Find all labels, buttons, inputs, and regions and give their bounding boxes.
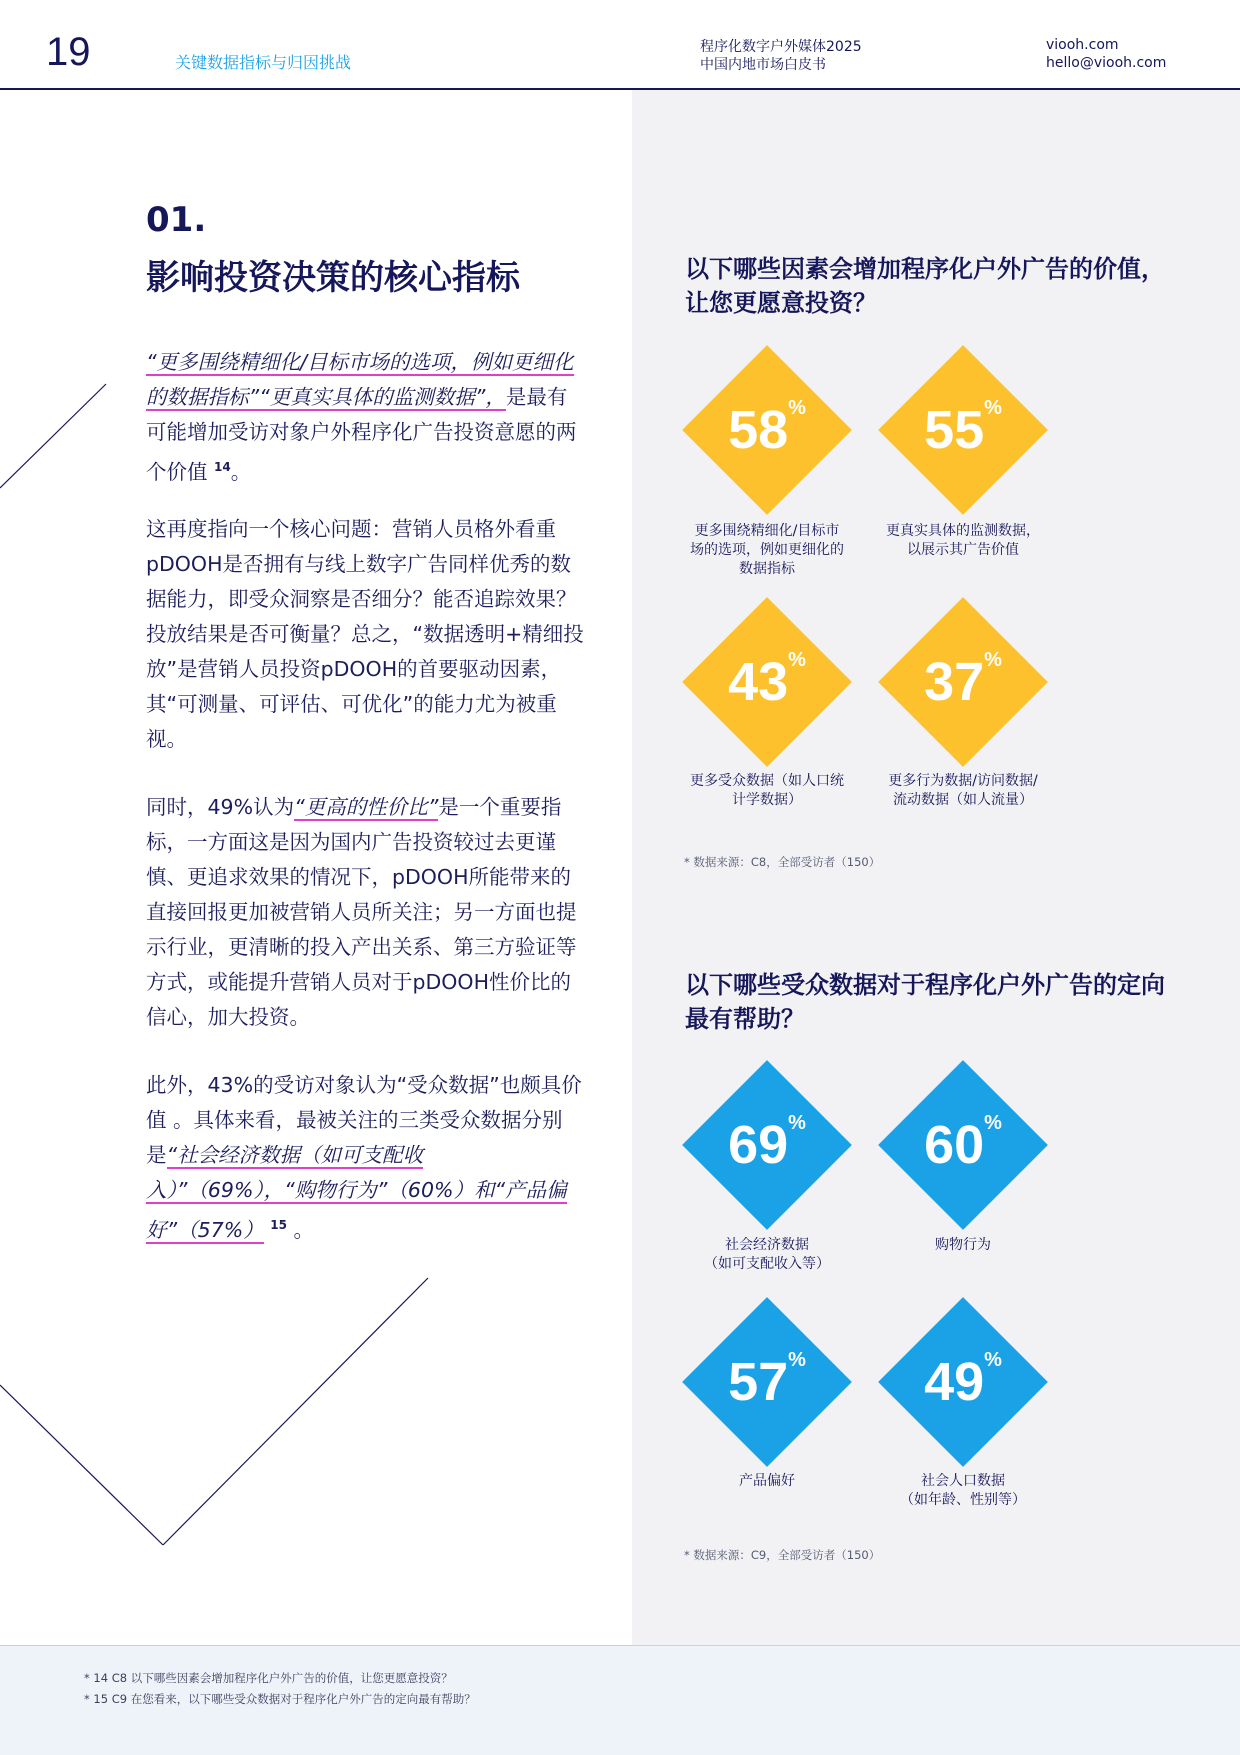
label-line: 场的选项，例如更细化的 (690, 542, 844, 558)
chart1-value-0: 58 (728, 400, 789, 460)
percent-sign: % (788, 1112, 806, 1134)
chart2-value-2: 57 (728, 1352, 789, 1412)
page-number: 19 (46, 30, 91, 74)
chart2-item-1 (878, 1060, 1048, 1230)
label-line: 更多围绕精细化/目标市 (694, 523, 840, 539)
chart1-label-3 (873, 772, 1053, 810)
label-line: 社会经济数据 (725, 1237, 809, 1253)
label-line: 以展示其广告价值 (907, 542, 1019, 558)
label-line: 数据指标 (739, 561, 795, 577)
percent-sign: % (984, 1349, 1002, 1371)
chart1-value-2: 43 (728, 652, 789, 712)
paragraph-1-text: 是最有可能增加受访对象户外程序化广告投资意愿的两个价值 (146, 385, 577, 484)
percent-sign: % (984, 397, 1002, 419)
website-link[interactable]: viooh.com (1046, 37, 1119, 53)
percent-sign: % (788, 649, 806, 671)
highlight-audience-data: “社会经济数据（如可支配收入）”（69%），“购物行为”（60%）和“产品偏好”（57%） (146, 1143, 567, 1242)
chart2-item-3 (878, 1297, 1048, 1467)
label-line: 购物行为 (935, 1237, 991, 1253)
chart2-item-0 (682, 1060, 852, 1230)
label-line: 流动数据（如人流量） (893, 792, 1033, 808)
paragraph-3-text: 是一个重要指标，一方面这是因为国内广告投资较过去更谨慎、更追求效果的情况下，pDOOH所能带来的直接回报更加被营销人员所关注；另一方面也提示行业，更清晰的投入产出关系、第三方验证等方式，或能提升营销人员对于pDOOH性价比的信心，加大投资。 (146, 795, 577, 1029)
percent-sign: % (788, 1349, 806, 1371)
chart1-label-2 (677, 772, 857, 810)
footnote-14: * 14 C8 以下哪些因素会增加程序化户外广告的价值，让您更愿意投资？ (84, 1671, 453, 1685)
chart1-item-1 (878, 345, 1048, 515)
page-footer (0, 1645, 1240, 1755)
label-line: 更多行为数据/访问数据/ (888, 773, 1038, 789)
footnote-ref-15[interactable]: 15 (270, 1218, 287, 1232)
label-line: 更多受众数据（如人口统 (690, 773, 844, 789)
chart2-title: 以下哪些受众数据对于程序化户外广告的定向最有帮助？ (685, 971, 1165, 1033)
document-title-line2: 中国内地市场白皮书 (700, 57, 826, 73)
footnote-15: * 15 C9 在您看来，以下哪些受众数据对于程序化户外广告的定向最有帮助？ (84, 1692, 476, 1706)
chart1-label-0 (677, 522, 857, 579)
article-title: 影响投资决策的核心指标 (146, 258, 520, 298)
paragraph-1-end: 。 (230, 459, 252, 484)
percent-sign: % (788, 397, 806, 419)
paragraph-4-end: 。 (286, 1217, 314, 1242)
highlight-quote-1: “更多围绕精细化/目标市场的选项，例如更细化的数据指标”“更真实具体的监测数据”， (146, 350, 574, 409)
chart2-label-1 (873, 1236, 1053, 1255)
footnote-ref-14[interactable]: 14 (214, 460, 231, 474)
paragraph-3 (146, 790, 586, 1035)
chart1-item-3 (878, 597, 1048, 767)
percent-sign: % (984, 1112, 1002, 1134)
chart2-label-3 (873, 1472, 1053, 1510)
decorative-line-top (0, 384, 106, 488)
chart2-label-0 (677, 1236, 857, 1274)
paragraph-3-prefix: 同时，49%认为 (146, 795, 295, 819)
highlight-value-for-money: “更高的性价比” (294, 795, 439, 819)
paragraph-2 (146, 512, 586, 757)
chart2-value-3: 49 (924, 1352, 985, 1412)
decorative-line-left (0, 1385, 163, 1545)
chart1-title: 以下哪些因素会增加程序化户外广告的价值，让您更愿意投资？ (685, 255, 1165, 317)
label-line: 产品偏好 (739, 1473, 795, 1489)
chart1-item-2 (682, 597, 852, 767)
label-line: （如年龄、性别等） (900, 1492, 1026, 1508)
label-line: 社会人口数据 (921, 1473, 1005, 1489)
chart2-item-2 (682, 1297, 852, 1467)
label-line: （如可支配收入等） (704, 1256, 830, 1272)
document-title-line1: 程序化数字户外媒体2025 (700, 39, 862, 55)
chart1-source: * 数据来源：C8，全部受访者（150） (684, 855, 881, 869)
section-title: 关键数据指标与归因挑战 (175, 53, 352, 72)
chart1-item-0 (682, 345, 852, 515)
decorative-line-right (163, 1278, 428, 1545)
percent-sign: % (984, 649, 1002, 671)
contact-info (1046, 36, 1166, 72)
label-line: 更真实具体的监测数据， (886, 523, 1040, 539)
paragraph-2-text: 这再度指向一个核心问题：营销人员格外看重pDOOH是否拥有与线上数字广告同样优秀的数据能力，即受众洞察是否细分？能否追踪效果？投放结果是否可衡量？总之，“数据透明+精细投放”是营销人员投资pDOOH的首要驱动因素，其“可测量、可评估、可优化”的能力尤为被重视。 (146, 517, 584, 751)
paragraph-1 (146, 345, 586, 490)
chart1-value-1: 55 (924, 400, 985, 460)
document-title (700, 38, 862, 74)
chart2-label-2 (677, 1472, 857, 1491)
chart2-value-1: 60 (924, 1115, 985, 1175)
chart2-value-0: 69 (728, 1115, 789, 1175)
paragraph-4-prefix: 此外，43%的受访对象认为“受众数据”也颇具价值 。具体来看，最被关注的三类受众数据分别是 (146, 1073, 582, 1167)
paragraph-4 (146, 1068, 586, 1248)
article-number: 01. (146, 200, 207, 240)
label-line: 计学数据） (732, 792, 802, 808)
chart1-value-3: 37 (924, 652, 985, 712)
chart2-source: * 数据来源：C9，全部受访者（150） (684, 1548, 881, 1562)
email-link[interactable]: hello@viooh.com (1046, 55, 1167, 71)
chart1-label-1 (873, 522, 1053, 560)
